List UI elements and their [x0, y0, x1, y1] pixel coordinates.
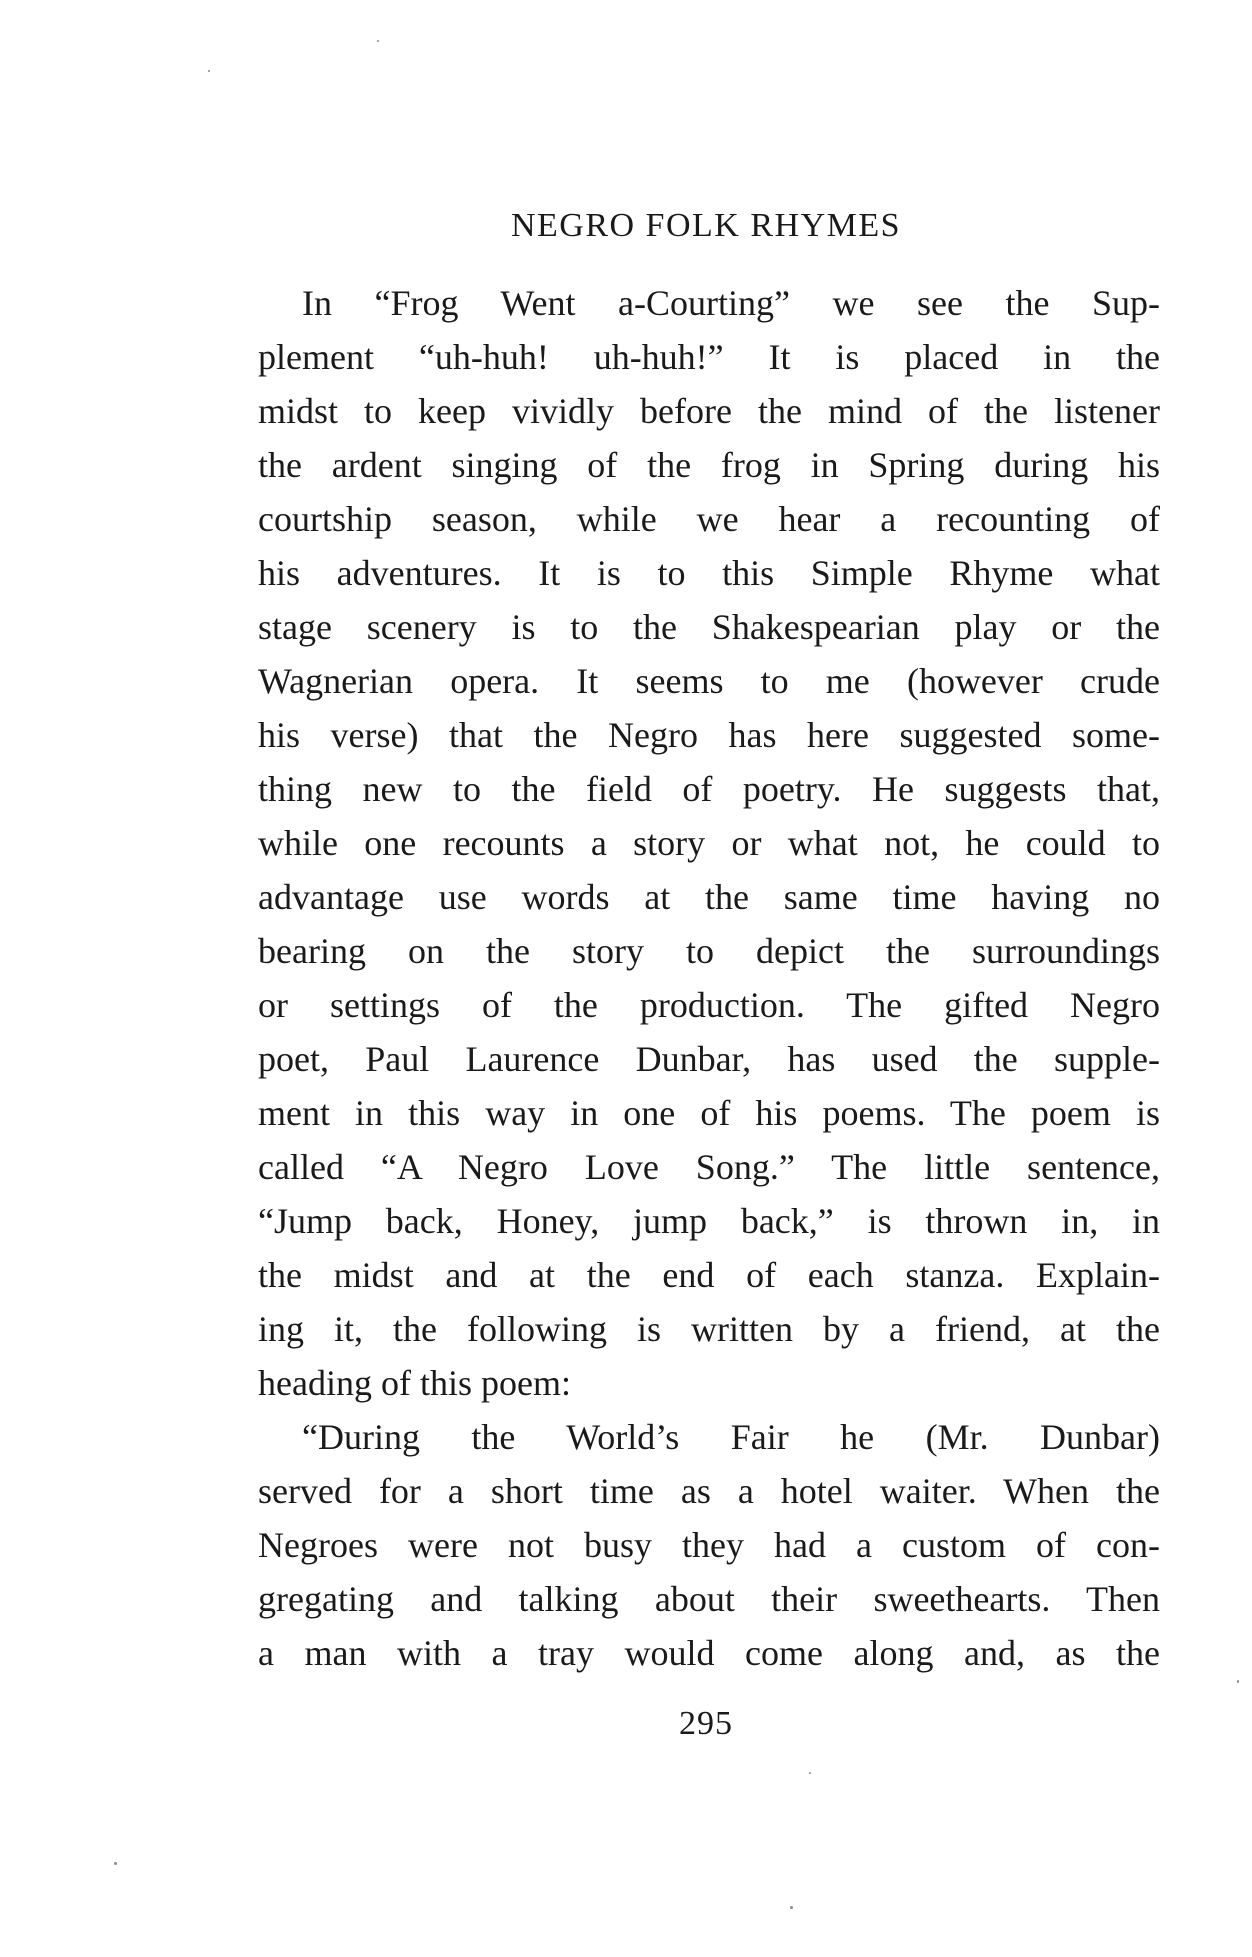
scan-speck — [809, 1772, 811, 1774]
paragraph-1-line-1: In “Frog Went a-Courting” we see the Sup- — [302, 283, 1160, 323]
paragraph-2-line-3: Negroes were not busy they had a custom of con- — [258, 1525, 1160, 1565]
paragraph-2-line-2: served for a short time as a hotel waiter. When the — [258, 1471, 1160, 1511]
paragraph-1-line-2: plement “uh-huh! uh-huh!” It is placed in the — [258, 337, 1160, 377]
paragraph-1-line-16: ment in this way in one of his poems. The poem is — [258, 1093, 1160, 1133]
paragraph-1-line-18: “Jump back, Honey, jump back,” is thrown in, in — [258, 1201, 1160, 1241]
paragraph-1-line-9: his verse) that the Negro has here suggested some- — [258, 715, 1160, 755]
paragraph-1-line-11: while one recounts a story or what not, he could to — [258, 823, 1160, 863]
scan-speck — [208, 70, 210, 72]
paragraph-2-line-4: gregating and talking about their sweethearts. Then — [258, 1579, 1160, 1619]
paragraph-1-line-3: midst to keep vividly before the mind of the listener — [258, 391, 1160, 431]
paragraph-1-line-5: courtship season, while we hear a recounting of — [258, 499, 1160, 539]
paragraph-1-line-13: bearing on the story to depict the surroundings — [258, 931, 1160, 971]
paragraph-1-line-21: heading of this poem: — [258, 1363, 571, 1403]
paragraph-1-line-4: the ardent singing of the frog in Spring during his — [258, 445, 1160, 485]
paragraph-1-line-15: poet, Paul Laurence Dunbar, has used the supple- — [258, 1039, 1160, 1079]
scan-speck — [377, 40, 379, 42]
scan-speck — [790, 1906, 793, 1909]
paragraph-1-line-17: called “A Negro Love Song.” The little sentence, — [258, 1147, 1160, 1187]
paragraph-1-line-14: or settings of the production. The gifted Negro — [258, 985, 1160, 1025]
paragraph-1-line-19: the midst and at the end of each stanza. Explain- — [258, 1255, 1160, 1295]
scan-speck — [114, 1862, 117, 1865]
page-number: 295 — [679, 1705, 733, 1742]
body-text — [258, 276, 1160, 1680]
paragraph-1-line-20: ing it, the following is written by a friend, at the — [258, 1309, 1160, 1349]
paragraph-1-line-6: his adventures. It is to this Simple Rhyme what — [258, 553, 1160, 593]
paragraph-2-line-1: “During the World’s Fair he (Mr. Dunbar) — [302, 1417, 1160, 1457]
paragraph-1-line-7: stage scenery is to the Shakespearian play or the — [258, 607, 1160, 647]
paragraph-1-line-10: thing new to the field of poetry. He suggests that, — [258, 769, 1160, 809]
scan-speck — [1237, 1680, 1239, 1683]
paragraph-1-line-8: Wagnerian opera. It seems to me (however crude — [258, 661, 1160, 701]
running-head: NEGRO FOLK RHYMES — [510, 207, 902, 244]
paragraph-1-line-12: advantage use words at the same time having no — [258, 877, 1160, 917]
paragraph-2-line-5: a man with a tray would come along and, as the — [258, 1633, 1160, 1673]
